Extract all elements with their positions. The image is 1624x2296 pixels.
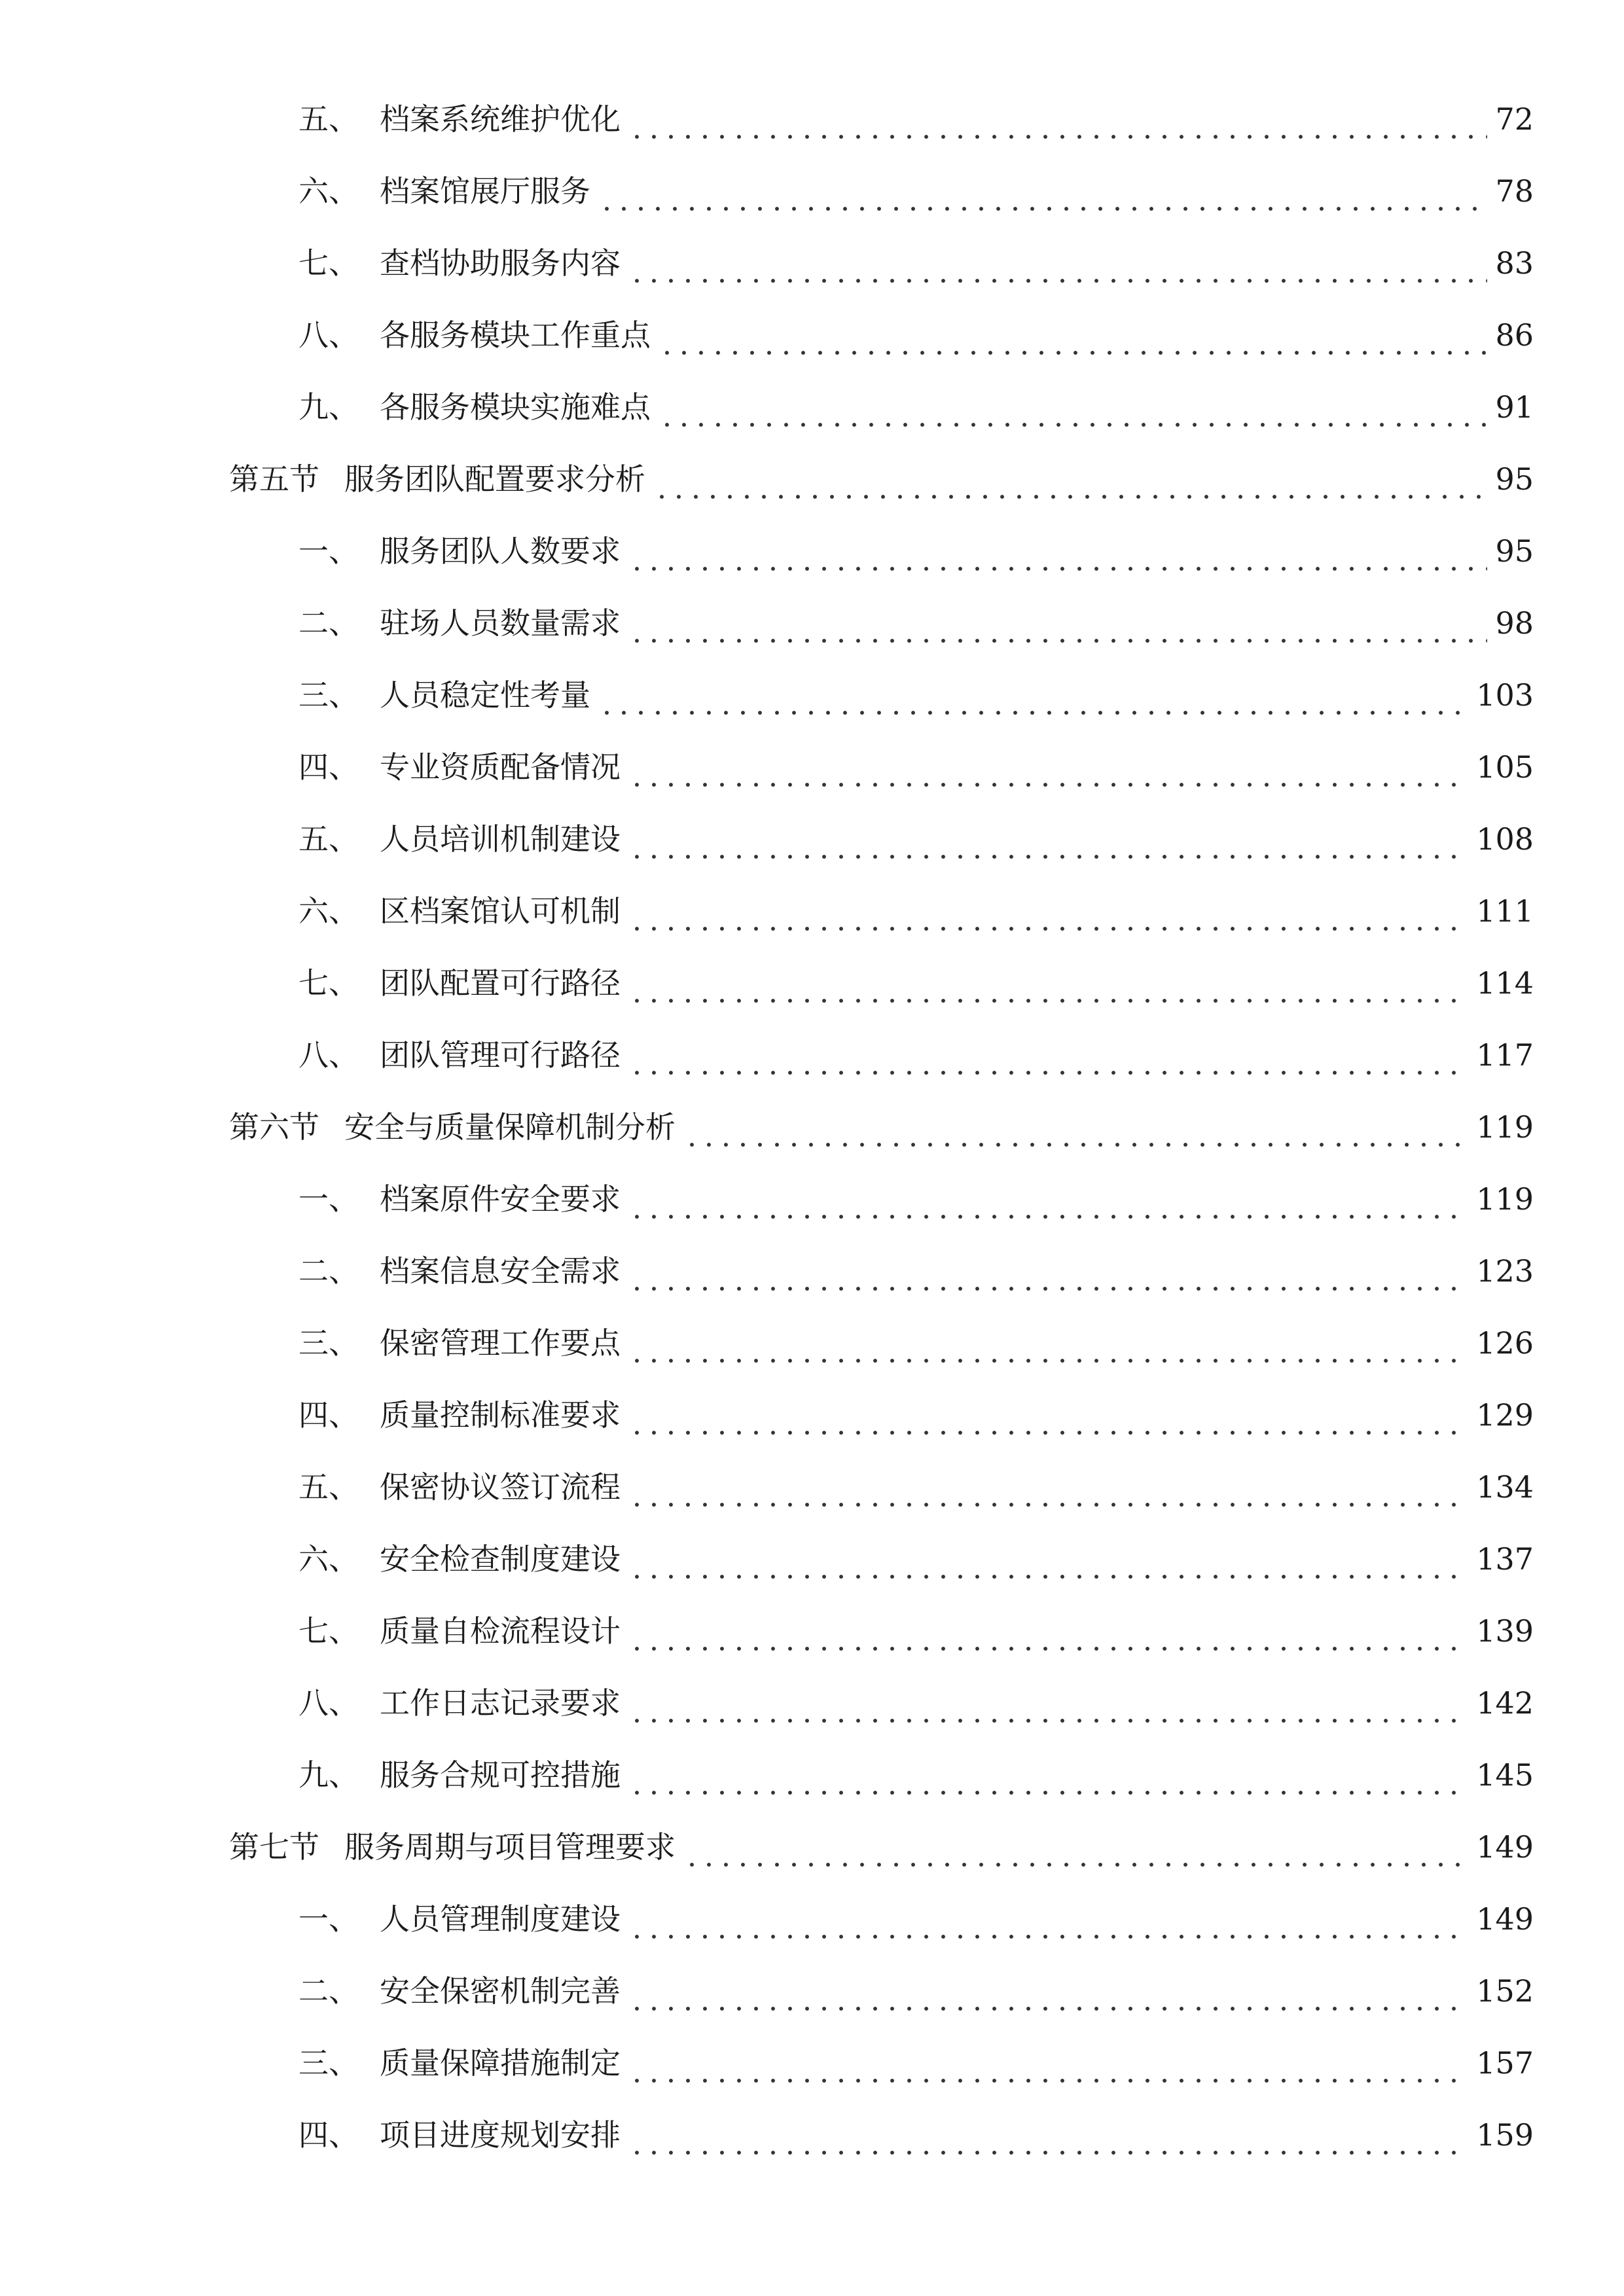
toc-entry-page: 95 [1495,533,1534,569]
toc-entry[interactable] [298,381,1534,433]
toc-entry-page: 78 [1495,173,1534,209]
toc-entry-number: 四、 [298,2117,359,2153]
toc-entry-title: 档案馆展厅服务 [380,173,590,209]
toc-entry[interactable] [298,93,1534,145]
toc-entry-page: 119 [1476,1181,1534,1217]
toc-entry[interactable] [298,165,1534,217]
toc-entry-page: 123 [1476,1253,1534,1289]
toc-entry-number: 二、 [298,1253,359,1289]
toc-entry-number: 六、 [298,1541,359,1577]
toc-entry-title: 保密协议签订流程 [380,1469,621,1505]
toc-entry-number: 六、 [298,893,359,929]
toc-entry[interactable] [298,1677,1534,1729]
dot-leader [628,1893,1468,1945]
toc-entry-title: 保密管理工作要点 [380,1325,621,1361]
toc-entry-title: 安全与质量保障机制分析 [344,1109,676,1145]
toc-entry-number: 四、 [298,749,359,785]
toc-entry-number: 五、 [298,101,359,137]
toc-entry-number: 第五节 [229,461,319,497]
toc-entry-title: 质量控制标准要求 [380,1397,621,1433]
toc-entry-title: 查档协助服务内容 [380,245,621,281]
toc-entry-page: 98 [1495,605,1534,641]
toc-entry-page: 157 [1476,2045,1534,2081]
toc-entry-title: 团队管理可行路径 [380,1037,621,1073]
dot-leader [628,237,1487,289]
toc-entry-number: 四、 [298,1397,359,1433]
toc-entry[interactable] [298,669,1534,721]
dot-leader [628,2037,1468,2089]
toc-entry-title: 团队配置可行路径 [380,965,621,1001]
toc-entry[interactable] [298,237,1534,289]
toc-entry[interactable] [298,1893,1534,1945]
toc-entry-title: 服务周期与项目管理要求 [344,1829,676,1865]
toc-entry-page: 91 [1495,389,1534,425]
toc-entry-page: 134 [1476,1469,1534,1505]
toc-entry[interactable] [298,1173,1534,1225]
toc-entry-title: 人员稳定性考量 [380,677,590,713]
dot-leader [628,1749,1468,1801]
toc-entry-number: 九、 [298,389,359,425]
toc-entry[interactable] [298,1749,1534,1801]
dot-leader [628,597,1487,649]
dot-leader [598,165,1487,217]
toc-entry-page: 129 [1476,1397,1534,1433]
toc-entry-number: 二、 [298,605,359,641]
toc-entry-title: 区档案馆认可机制 [380,893,621,929]
toc-entry-number: 一、 [298,1901,359,1937]
toc-entry[interactable] [298,1317,1534,1369]
toc-entry-page: 126 [1476,1325,1534,1361]
dot-leader [628,1029,1468,1081]
toc-entry[interactable] [298,1965,1534,2017]
toc-entry-number: 第七节 [229,1829,319,1865]
dot-leader [683,1101,1468,1153]
toc-entry-number: 三、 [298,2045,359,2081]
toc-entry[interactable] [298,2037,1534,2089]
dot-leader [628,1461,1468,1513]
toc-entry-page: 103 [1476,677,1534,713]
toc-entry-title: 各服务模块实施难点 [380,389,651,425]
dot-leader [653,453,1487,505]
toc-entry-title: 档案信息安全需求 [380,1253,621,1289]
dot-leader [628,813,1468,865]
toc-entry[interactable] [298,813,1534,865]
toc-entry[interactable] [298,525,1534,577]
toc-entry-title: 人员管理制度建设 [380,1901,621,1937]
toc-entry-page: 142 [1476,1685,1534,1721]
toc-section-entry[interactable] [229,453,1534,505]
toc-entry[interactable] [298,1029,1534,1081]
dot-leader [628,1245,1468,1297]
toc-entry-title: 项目进度规划安排 [380,2117,621,2153]
toc-entry[interactable] [298,2109,1534,2161]
toc-entry-number: 三、 [298,677,359,713]
toc-entry-number: 七、 [298,965,359,1001]
toc-entry-title: 质量保障措施制定 [380,2045,621,2081]
toc-entry-title: 质量自检流程设计 [380,1613,621,1649]
toc-entry-page: 111 [1476,893,1534,929]
toc-entry-page: 108 [1476,821,1534,857]
toc-section-entry[interactable] [229,1821,1534,1873]
toc-entry-page: 137 [1476,1541,1534,1577]
toc-entry-title: 服务团队配置要求分析 [344,461,645,497]
dot-leader [628,93,1487,145]
dot-leader [683,1821,1468,1873]
dot-leader [628,1173,1468,1225]
dot-leader [628,2109,1468,2161]
toc-entry-number: 一、 [298,533,359,569]
toc-entry-title: 安全检查制度建设 [380,1541,621,1577]
toc-entry[interactable] [298,741,1534,793]
dot-leader [628,1389,1468,1441]
dot-leader [628,1965,1468,2017]
toc-entry-title: 驻场人员数量需求 [380,605,621,641]
toc-entry-number: 八、 [298,317,359,353]
dot-leader [628,957,1468,1009]
toc-entry-title: 工作日志记录要求 [380,1685,621,1721]
toc-entry-page: 86 [1495,317,1534,353]
toc-entry-number: 二、 [298,1973,359,2009]
toc-entry-number: 八、 [298,1685,359,1721]
toc-entry-page: 159 [1476,2117,1534,2153]
toc-entry-title: 服务合规可控措施 [380,1757,621,1793]
toc-entry-page: 83 [1495,245,1534,281]
dot-leader [628,1677,1468,1729]
toc-entry-page: 117 [1476,1037,1534,1073]
toc-entry-title: 安全保密机制完善 [380,1973,621,2009]
toc-entry[interactable] [298,885,1534,937]
toc-entry-number: 七、 [298,245,359,281]
toc-entry-number: 六、 [298,173,359,209]
toc-entry-page: 139 [1476,1613,1534,1649]
dot-leader [628,1533,1468,1585]
toc-entry-page: 114 [1476,965,1534,1001]
toc-entry-page: 149 [1476,1829,1534,1865]
toc-entry-number: 五、 [298,1469,359,1505]
toc-entry-page: 72 [1495,101,1534,137]
dot-leader [628,525,1487,577]
toc-entry-title: 专业资质配备情况 [380,749,621,785]
toc-entry[interactable] [298,597,1534,649]
toc-entry[interactable] [298,1389,1534,1441]
toc-entry-number: 第六节 [229,1109,319,1145]
toc-entry-number: 七、 [298,1613,359,1649]
toc-entry-title: 服务团队人数要求 [380,533,621,569]
toc-entry[interactable] [298,1245,1534,1297]
toc-entry-title: 各服务模块工作重点 [380,317,651,353]
toc-entry-page: 119 [1476,1109,1534,1145]
toc-entry-page: 105 [1476,749,1534,785]
dot-leader [628,741,1468,793]
toc-entry[interactable] [298,957,1534,1009]
toc-entry-page: 95 [1495,461,1534,497]
toc-entry-page: 145 [1476,1757,1534,1793]
toc-entry[interactable] [298,1533,1534,1585]
toc-entry-number: 一、 [298,1181,359,1217]
dot-leader [628,885,1468,937]
toc-entry-number: 五、 [298,821,359,857]
toc-entry-page: 152 [1476,1973,1534,2009]
toc-entry[interactable] [298,1461,1534,1513]
dot-leader [628,1317,1468,1369]
toc-entry-number: 九、 [298,1757,359,1793]
dot-leader [628,1605,1468,1657]
toc-entry-number: 三、 [298,1325,359,1361]
toc-entry[interactable] [298,1605,1534,1657]
toc-entry-title: 档案原件安全要求 [380,1181,621,1217]
dot-leader [659,381,1487,433]
dot-leader [598,669,1468,721]
toc-entry-page: 149 [1476,1901,1534,1937]
toc-entry-number: 八、 [298,1037,359,1073]
toc-entry-title: 人员培训机制建设 [380,821,621,857]
dot-leader [659,309,1487,361]
toc-section-entry[interactable] [229,1101,1534,1153]
toc-entry[interactable] [298,309,1534,361]
toc-entry-title: 档案系统维护优化 [380,101,621,137]
